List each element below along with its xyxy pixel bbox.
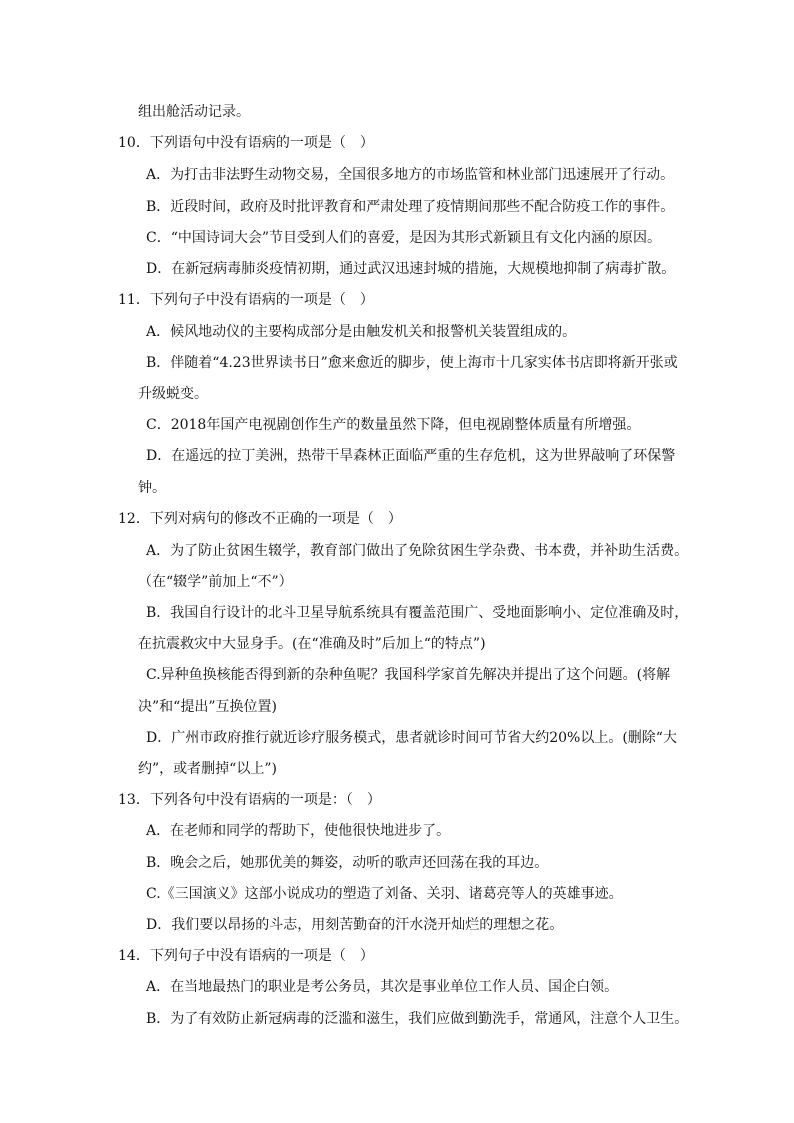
option-10-b: B．近段时间，政府及时批评教育和严肃处理了疫情期间那些不配合防疫工作的事件。 xyxy=(146,199,675,215)
option-12-d-cont: 约”，或者删掉“以上”) xyxy=(138,761,277,777)
option-12-c-cont: 决”和“提出”互换位置) xyxy=(138,699,277,715)
option-12-b: B．我国自行设计的北斗卫星导航系统具有覆盖范围广、受地面影响小、定位准确及时， xyxy=(146,605,689,621)
option-14-a: A．在当地最热门的职业是考公务员，其次是事业单位工作人员、国企白领。 xyxy=(146,979,619,995)
option-13-a: A．在老师和同学的帮助下，使他很快地进步了。 xyxy=(146,823,451,839)
option-11-d: D．在遥远的拉丁美洲，热带干旱森林正面临严重的生存危机，这为世界敲响了环保警 xyxy=(146,448,676,464)
option-13-d: D．我们要以昂扬的斗志，用刻苦勤奋的汗水浇开灿烂的理想之花。 xyxy=(146,917,564,933)
continuation-line: 组出舱活动记录。 xyxy=(138,104,250,120)
question-13: 13．下列各句中没有语病的一项是：（ ） xyxy=(118,792,381,808)
option-11-d-cont: 钟。 xyxy=(138,480,166,496)
option-11-a: A．候风地动仪的主要构成部分是由触发机关和报警机关装置组成的。 xyxy=(146,324,577,340)
option-10-d: D．在新冠病毒肺炎疫情初期，通过武汉迅速封城的措施，大规模地抑制了病毒扩散。 xyxy=(146,261,676,277)
option-10-c: C．“中国诗词大会”节目受到人们的喜爱，是因为其形式新颖且有文化内涵的原因。 xyxy=(146,230,662,246)
option-12-d: D．广州市政府推行就近诊疗服务模式，患者就诊时间可节省大约20%以上。(删除“大 xyxy=(146,730,677,746)
option-14-b: B．为了有效防止新冠病毒的泛滥和滋生，我们应做到勤洗手，常通风，注意个人卫生。 xyxy=(146,1011,689,1027)
option-12-a-cont: （在“辍学”前加上“不”） xyxy=(138,574,293,590)
option-11-b: B．伴随着“4.23世界读书日”愈来愈近的脚步，使上海市十几家实体书店即将新开张或 xyxy=(146,355,678,371)
option-12-b-cont: 在抗震救灾中大显身手。(在“准确及时”后加上“的特点”) xyxy=(138,636,486,652)
option-13-b: B．晚会之后，她那优美的舞姿，动听的歌声还回荡在我的耳边。 xyxy=(146,855,549,871)
question-10: 10．下列语句中没有语病的一项是（ ） xyxy=(118,135,374,151)
option-11-c: C．2018年国产电视剧创作生产的数量虽然下降，但电视剧整体质量有所增强。 xyxy=(146,417,641,433)
option-11-b-cont: 升级蜕变。 xyxy=(138,386,208,402)
option-10-a: A．为打击非法野生动物交易，全国很多地方的市场监管和林业部门迅速展开了行动。 xyxy=(146,167,675,183)
option-12-c: C.异种鱼换核能否得到新的杂种鱼呢？我国科学家首先解决并提出了这个问题。(将解 xyxy=(146,667,671,683)
option-13-c: C.《三国演义》这部小说成功的塑造了刘备、关羽、诸葛亮等人的英雄事迹。 xyxy=(146,886,623,902)
option-12-a: A．为了防止贫困生辍学，教育部门做出了免除贫困生学杂费、书本费，并补助生活费。 xyxy=(146,543,689,559)
question-11: 11．下列句子中没有语病的一项是（ ） xyxy=(118,292,374,308)
question-12: 12．下列对病句的修改不正确的一项是（ ） xyxy=(118,511,402,527)
question-14: 14．下列句子中没有语病的一项是（ ） xyxy=(118,948,374,964)
